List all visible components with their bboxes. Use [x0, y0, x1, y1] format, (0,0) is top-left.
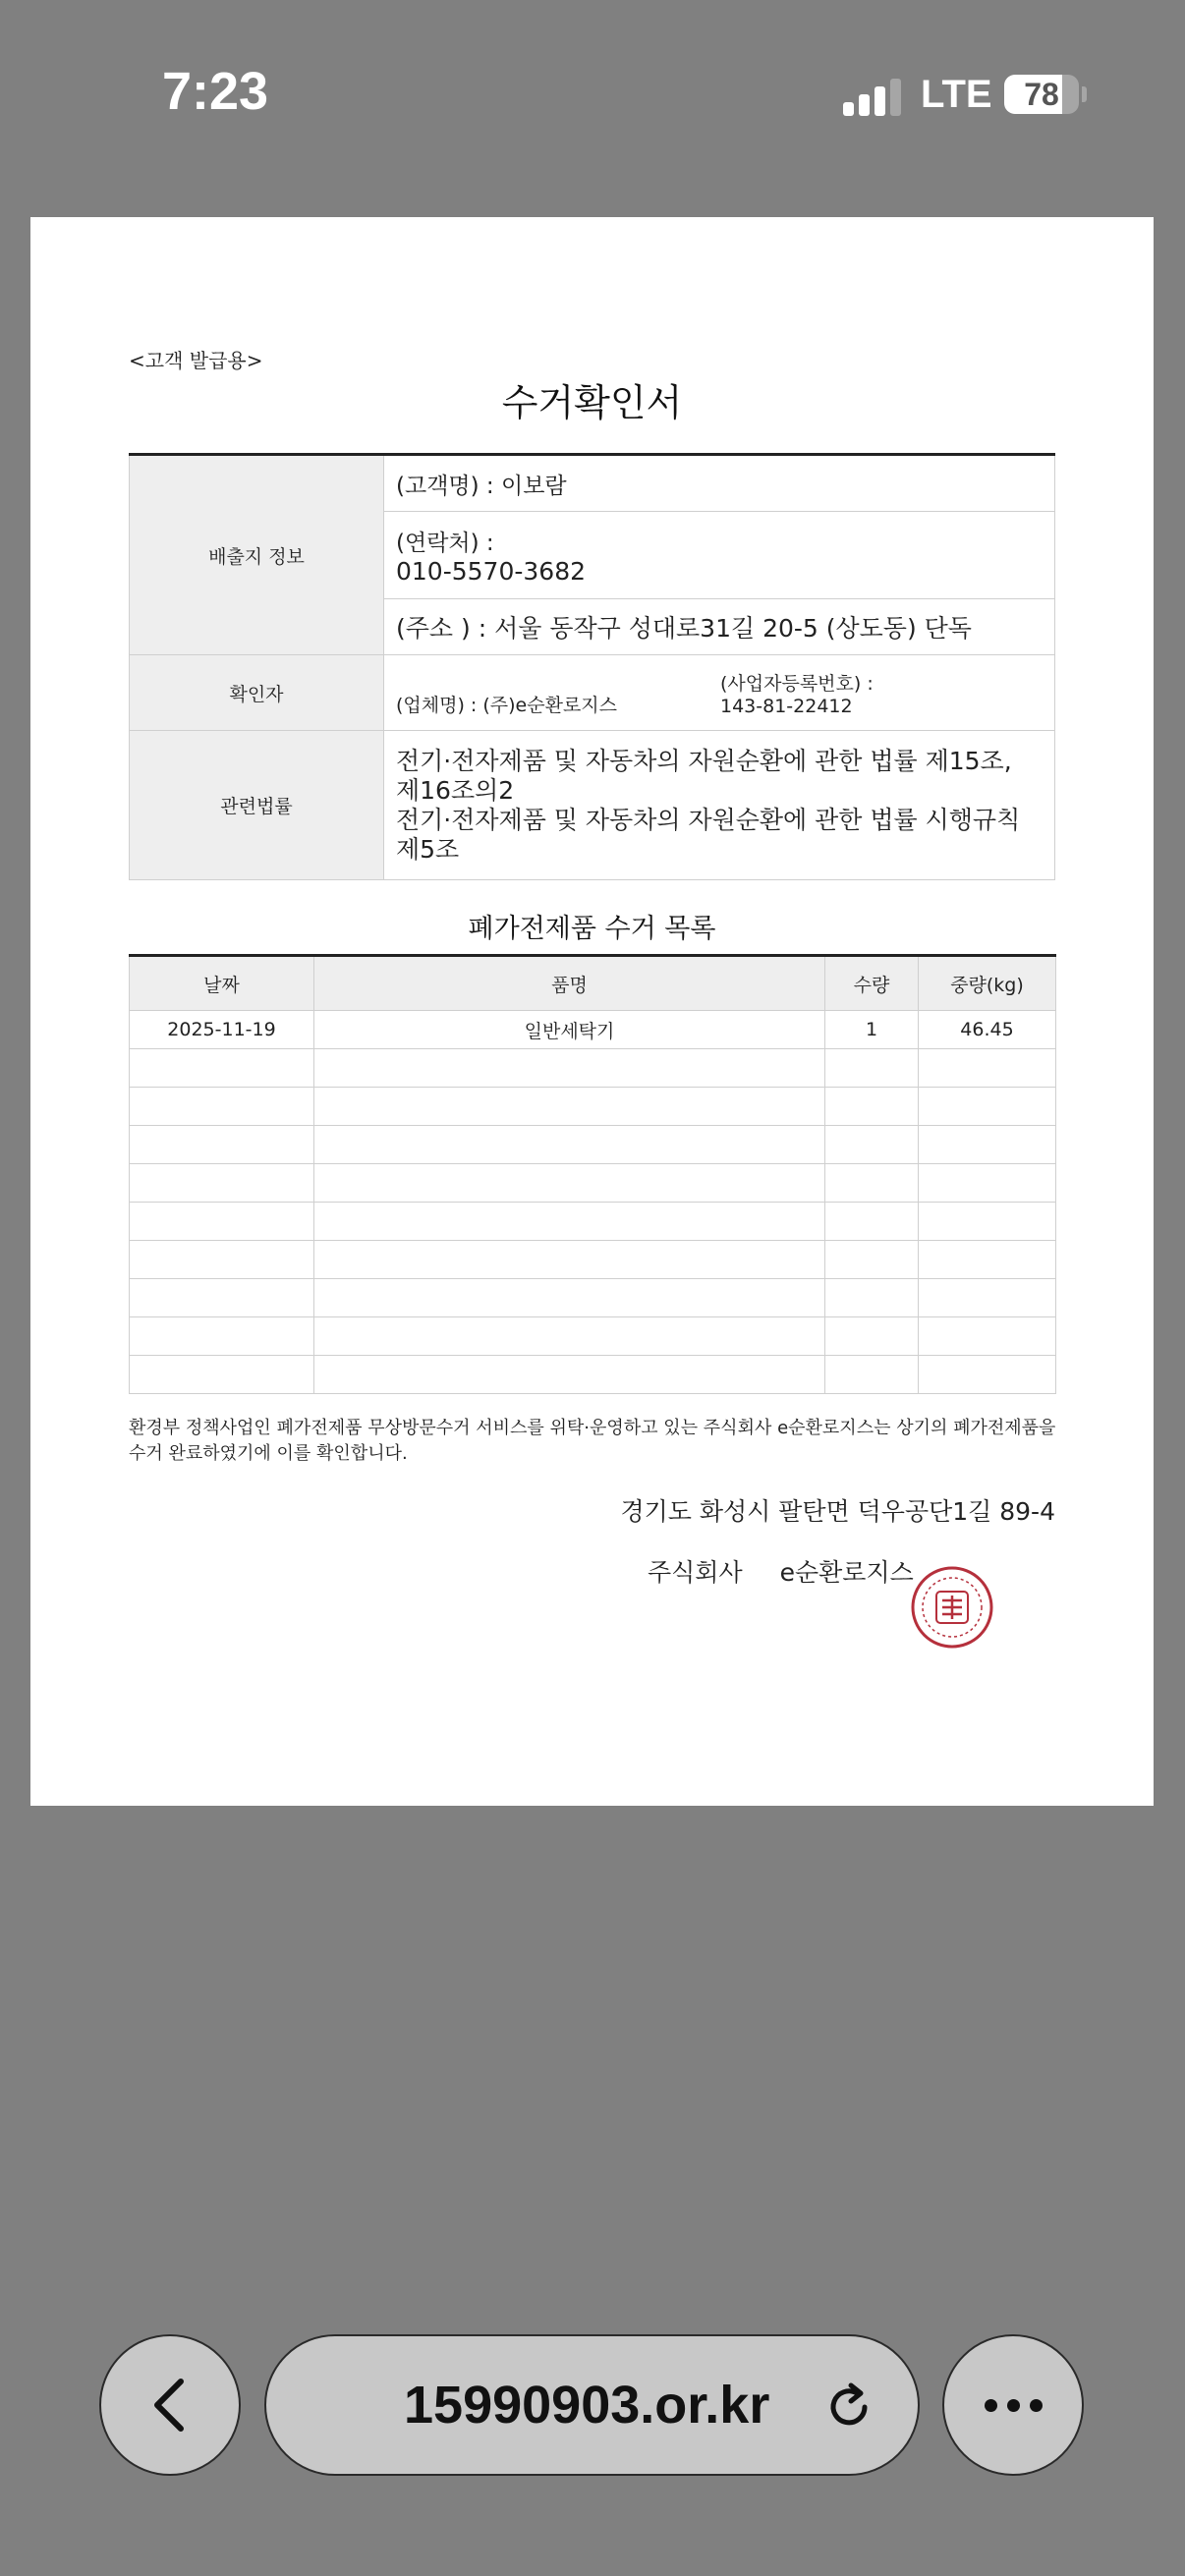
battery-tip [1082, 86, 1087, 102]
verifier-cell [384, 655, 1055, 731]
battery-icon [1004, 75, 1079, 114]
law-line-1: 전기·전자제품 및 자동차의 자원순환에 관한 법률 제15조, [396, 746, 1012, 775]
law-label: 관련법률 [130, 731, 384, 880]
contact-label: (연락처) : [396, 531, 494, 556]
column-header-date: 날짜 [130, 956, 314, 1011]
cell-weight [919, 1317, 1056, 1356]
list-title: 폐가전제품 수거 목록 [468, 914, 716, 944]
cell-weight [919, 1356, 1056, 1394]
verifier-label: 확인자 [130, 655, 384, 731]
cell-item [314, 1317, 825, 1356]
status-bar [0, 0, 1185, 196]
cell-weight [919, 1279, 1056, 1317]
table-row [130, 1317, 1056, 1356]
company-signature [648, 1553, 914, 1589]
law-line-4: 제5조 [396, 834, 460, 864]
contact-cell [384, 512, 1055, 599]
table-row [130, 1356, 1056, 1394]
cell-item [314, 1356, 825, 1394]
chevron-left-icon [145, 2376, 195, 2435]
cell-item [314, 1279, 825, 1317]
table-row [130, 1164, 1056, 1203]
law-line-2: 제16조의2 [396, 775, 515, 805]
law-line-3: 전기·전자제품 및 자동차의 자원순환에 관한 법률 시행규칙 [396, 805, 1021, 834]
cell-weight [919, 1203, 1056, 1241]
cell-item [314, 1203, 825, 1241]
table-row [130, 1049, 1056, 1088]
column-header-item: 품명 [314, 956, 825, 1011]
table-row [130, 1011, 1056, 1049]
back-button[interactable] [99, 2334, 241, 2476]
cell-weight: 46.45 [919, 1011, 1056, 1049]
cell-quantity [825, 1088, 919, 1126]
cell-date [130, 1317, 314, 1356]
discharge-info-label: 배출지 정보 [130, 455, 384, 655]
cell-quantity [825, 1203, 919, 1241]
company-prefix: 주식회사 [648, 1558, 743, 1587]
signal-icon [843, 77, 902, 116]
company-name-field: (업체명) : (주)e순환로지스 [396, 694, 618, 716]
table-row [130, 1126, 1056, 1164]
info-table [129, 453, 1055, 880]
cell-quantity: 1 [825, 1011, 919, 1049]
company-name: e순환로지스 [779, 1558, 914, 1587]
cell-date [130, 1088, 314, 1126]
address: (주소 ) : 서울 동작구 성대로31길 20-5 (상도동) 단독 [384, 599, 1055, 655]
cell-item [314, 1088, 825, 1126]
company-seal-stamp [910, 1565, 994, 1650]
clock: 7:23 [162, 62, 269, 121]
cell-item [314, 1164, 825, 1203]
document-title: 수거확인서 [501, 381, 683, 424]
biz-reg-value: 143-81-22412 [720, 695, 853, 717]
address-bar[interactable] [264, 2334, 920, 2476]
cell-weight [919, 1241, 1056, 1279]
battery-percentage: 78 [1024, 77, 1059, 112]
cell-date: 2025-11-19 [130, 1011, 314, 1049]
cell-weight [919, 1088, 1056, 1126]
cell-date [130, 1279, 314, 1317]
copy-label: <고객 발급용> [129, 349, 263, 372]
cell-date [130, 1203, 314, 1241]
cell-weight [919, 1049, 1056, 1088]
cell-quantity [825, 1279, 919, 1317]
factory-address: 경기도 화성시 팔탄면 덕우공단1길 89-4 [620, 1497, 1055, 1526]
cell-item [314, 1241, 825, 1279]
collection-list-body [130, 1011, 1056, 1394]
cell-item [314, 1126, 825, 1164]
notice-text [129, 1416, 1072, 1467]
reload-button[interactable] [821, 2380, 876, 2435]
table-row [130, 1279, 1056, 1317]
collection-list-table [129, 954, 1056, 1394]
table-row [130, 1241, 1056, 1279]
more-icon [985, 2399, 1043, 2412]
law-cell [384, 731, 1055, 880]
cell-date [130, 1164, 314, 1203]
url-text: 15990903.or.kr [404, 2376, 770, 2435]
cell-quantity [825, 1049, 919, 1088]
cell-quantity [825, 1356, 919, 1394]
cell-weight [919, 1164, 1056, 1203]
notice-line-2: 수거 완료하였기에 이를 확인합니다. [129, 1443, 408, 1464]
cell-date [130, 1126, 314, 1164]
more-button[interactable] [942, 2334, 1084, 2476]
cell-weight [919, 1126, 1056, 1164]
network-type: LTE [921, 73, 992, 116]
contact-value: 010-5570-3682 [396, 557, 587, 586]
cell-date [130, 1049, 314, 1088]
column-header-weight: 중량(kg) [919, 956, 1056, 1011]
cell-item [314, 1049, 825, 1088]
collection-certificate [30, 217, 1154, 1806]
table-row [130, 1203, 1056, 1241]
cell-item: 일반세탁기 [314, 1011, 825, 1049]
biz-reg-label: (사업자등록번호) : [720, 672, 874, 695]
notice-line-1: 환경부 정책사업인 폐가전제품 무상방문수거 서비스를 위탁·운영하고 있는 주식회사 e순환로지스는 상기의 폐가전제품을 [129, 1418, 1056, 1438]
cell-date [130, 1356, 314, 1394]
column-header-quantity: 수량 [825, 956, 919, 1011]
cell-quantity [825, 1317, 919, 1356]
table-row [130, 1088, 1056, 1126]
cell-quantity [825, 1241, 919, 1279]
customer-name: (고객명) : 이보람 [384, 455, 1055, 512]
cell-quantity [825, 1126, 919, 1164]
cell-date [130, 1241, 314, 1279]
cell-quantity [825, 1164, 919, 1203]
